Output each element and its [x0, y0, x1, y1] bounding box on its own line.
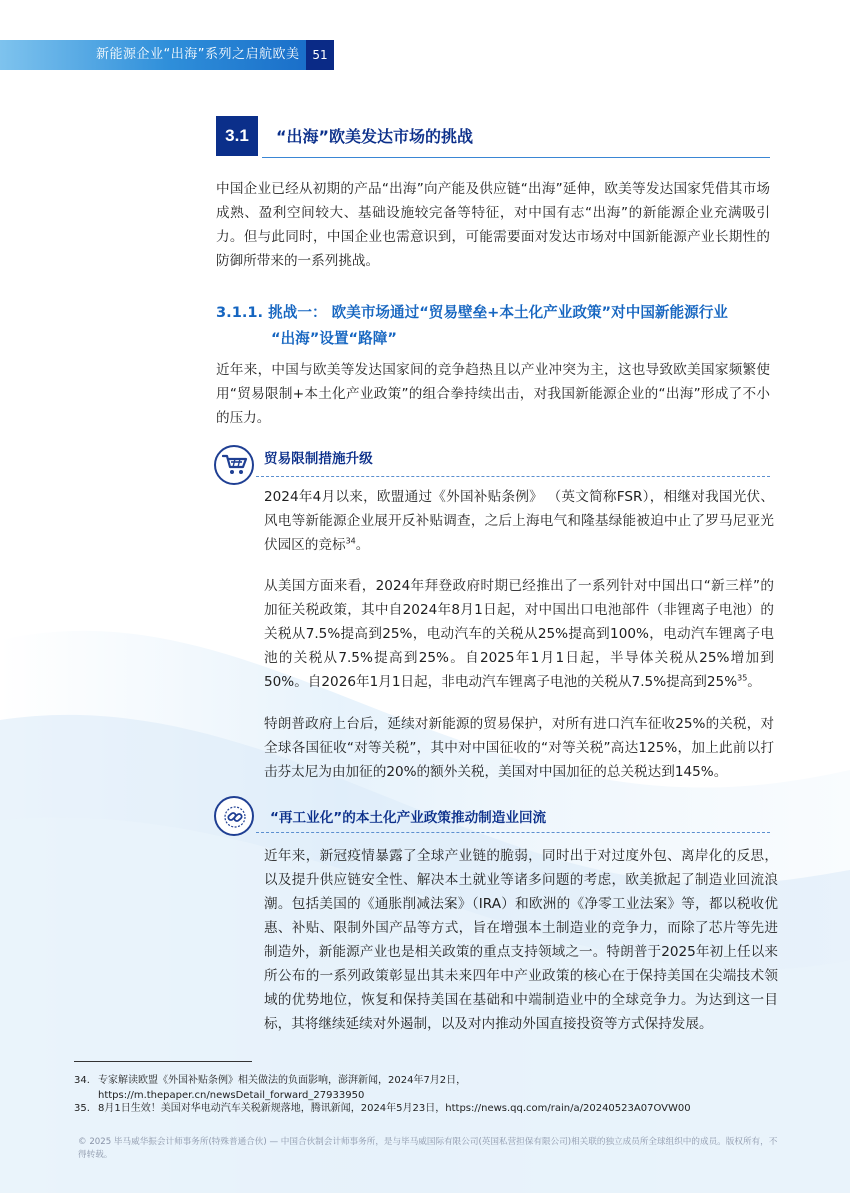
bullet-divider	[256, 832, 770, 833]
subsection-title	[216, 300, 776, 352]
bullet-divider	[256, 476, 770, 477]
intro-paragraph: 中国企业已经从初期的产品“出海”向产能及供应链“出海”延伸，欧美等发达国家凭借其市场成熟、盈利空间较大、基础设施较完备等特征，对中国有志“出海”的新能源企业充满吸引力。但与此同时，中国企业也需意识到，可能需要面对发达市场对中国新能源产业长期性的防御所带来的一系列挑战。	[216, 181, 770, 269]
footnote-ref-35[interactable]: 35	[737, 673, 748, 683]
header-title: 新能源企业“出海”系列之启航欧美	[96, 47, 300, 62]
bullet-title-trade-restrictions: 贸易限制措施升级	[264, 451, 373, 467]
subsection-paragraph: 近年来，中国与欧美等发达国家间的竞争趋热且以产业冲突为主，这也导致欧美国家频繁使用“贸易限制+本土化产业政策”的组合拳持续出击，对我国新能源企业的“出海”形成了不小的压力。	[216, 362, 770, 426]
chain-link-badge-icon	[214, 796, 254, 836]
footnote-link[interactable]: https://m.thepaper.cn/newsDetail_forward_27933950	[98, 1090, 365, 1101]
shopping-cart-icon	[214, 445, 254, 485]
footnote-divider	[74, 1061, 252, 1062]
bullet1-paragraph-2: 从美国方面来看，2024年拜登政府时期已经推出了一系列针对中国出口“新三样”的加征关税政策，其中自2024年8月1日起，对中国出口电池部件（非锂离子电池）的关税从7.5%提高到25%，电动汽车的关税从25%提高到100%，电动汽车锂离子电池的关税从7.5%提高到25%。自2025年1月1日起，半导体关税从25%增加到50%。自2026年1月1日起，非电动汽车锂离子电池的关税从7.5%提高到25%$^{35}$。	[264, 578, 774, 690]
copyright-notice: © 2025 毕马威华振会计师事务所(特殊普通合伙) — 中国合伙制会计师事务所，是与毕马威国际有限公司(英国私营担保有限公司)相关联的独立成员所全球组织中的成员。版权所有，不得转载。	[78, 1137, 778, 1160]
section-divider	[262, 157, 770, 158]
footnote-text: 8月1日生效！美国对华电动汽车关税新规落地，腾讯新闻，2024年5月23日，https://news.qq.com/rain/a/20240523A07OVW00	[98, 1103, 691, 1114]
bullet2-paragraph-1: 近年来，新冠疫情暴露了全球产业链的脆弱，同时出于对过度外包、离岸化的反思，以及提升供应链安全性、解决本土就业等诸多问题的考虑，欧美掀起了制造业回流浪潮。包括美国的《通胀削减法案》（IRA）和欧洲的《净零工业法案》等，都以税收优惠、补贴、限制外国产品等方式，旨在增强本土制造业的竞争力，而除了芯片等先进制造外，新能源产业也是相关政策的重点支持领域之一。特朗普于2025年初上任以来所公布的一系列政策彰显出其未来四年中产业政策的核心在于保持美国在尖端技术领域的优势地位，恢复和保持美国在基础和中端制造业中的全球竞争力。为达到这一目标，其将继续延续对外遏制，以及对内推动外国直接投资等方式保持发展。	[264, 848, 778, 1032]
footnote-ref-34[interactable]: 34	[345, 536, 356, 546]
footnote-number: 34.	[74, 1075, 90, 1086]
footnote-number: 35.	[74, 1103, 90, 1114]
bullet-title-reindustrialization: “再工业化”的本土化产业政策推动制造业回流	[270, 810, 547, 826]
footnote-text: 专家解读欧盟《外国补贴条例》相关做法的负面影响，澎湃新闻，2024年7月2日，	[98, 1075, 467, 1086]
page-number: 51	[306, 40, 334, 70]
section-title: “出海”欧美发达市场的挑战	[276, 127, 474, 146]
bullet1-paragraph-1: 2024年4月以来，欧盟通过《外国补贴条例》 （英文简称FSR），相继对我国光伏、风电等新能源企业展开反补贴调查，之后上海电气和隆基绿能被迫中止了罗马尼亚光伏园区的竞标$^{34}$。	[264, 489, 774, 553]
subsection-title-line1: 3.1.1. 挑战一： 欧美市场通过“贸易壁垒+本土化产业政策”对中国新能源行业	[216, 304, 728, 321]
section-number: 3.1	[216, 116, 258, 156]
subsection-title-line2: “出海”设置“路障”	[271, 330, 397, 347]
bullet1-paragraph-3: 特朗普政府上台后，延续对新能源的贸易保护，对所有进口汽车征收25%的关税，对全球各国征收“对等关税”，其中对中国征收的“对等关税”高达125%，加上此前以打击芬太尼为由加征的20%的额外关税，美国对中国加征的总关税达到145%。	[264, 716, 774, 780]
